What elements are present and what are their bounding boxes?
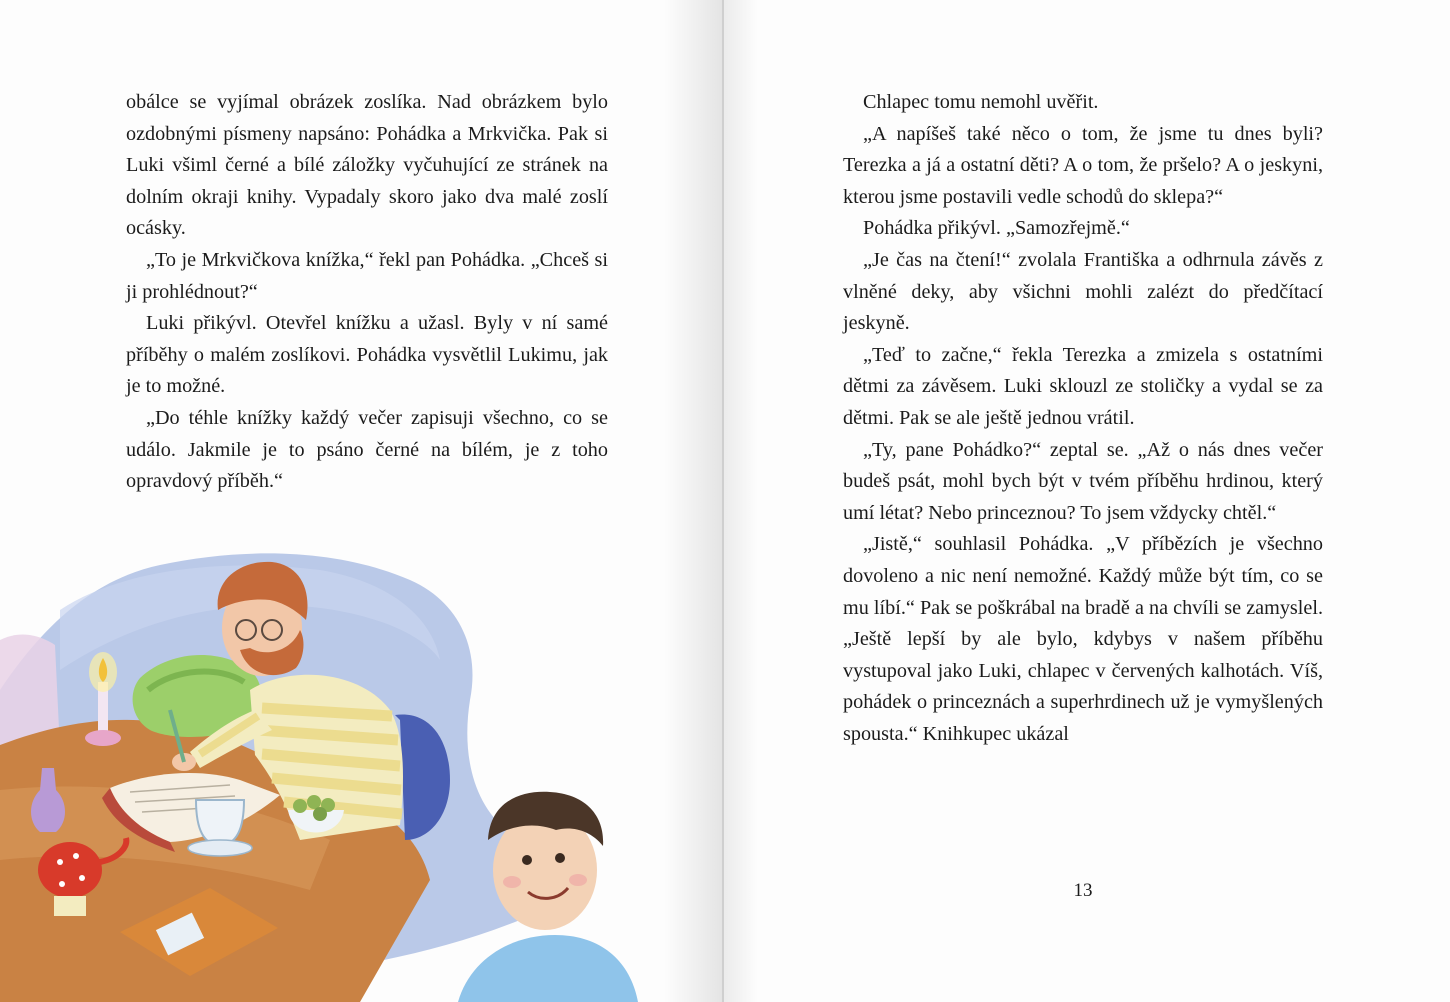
teapot [38,842,102,898]
paragraph: Luki přikývl. Otevřel knížku a užasl. Byly v ní samé příběhy o malém zoslíkovi. Pohádka vysvětlil Lukimu, jak je to možné. [126,312,608,398]
paragraph: „Teď to začne,“ řekla Terezka a zmizela s ostatními dětmi za závěsem. Luki sklouzl ze stoličky a vydal se za dětmi. Pak se ale ještě jednou vrátil. [843,343,1323,429]
illustration [0,540,660,1002]
left-page-text [126,87,608,498]
boy-eye [522,855,532,865]
boy-shirt [458,935,638,1002]
paragraph: Chlapec tomu nemohl uvěřit. [863,91,1099,113]
paragraph: „To je Mrkvičkova knížka,“ řekl pan Pohádka. „Chceš si ji prohlédnout?“ [126,248,608,303]
paragraph: obálce se vyjímal obrázek zoslíka. Nad obrázkem bylo ozdobnými písmeny napsáno: Pohádka a Mrkvička. Pak si Luki všiml černé a bílé záložky vyčuhující ze stránek na dolním okraji knihy. Vypadaly skoro jako dva malé zoslí ocásky. [126,91,608,240]
right-page-text [843,87,1323,750]
paragraph: „Ty, pane Pohádko?“ zeptal se. „Až o nás dnes večer budeš psát, mohl bych být v tvém příběhu hrdinou, který umí létat? Nebo princeznou? To jsem vždycky chtěl.“ [843,438,1323,524]
paragraph: „A napíšeš také něco o tom, že jsme tu dnes byli? Terezka a já a ostatní děti? A o tom, že pršelo? A o jeskyni, kterou jsme postavili vedle schodů do sklepa?“ [843,122,1323,208]
page-number: 13 [1073,880,1093,901]
left-gutter-shadow [664,0,724,1002]
right-gutter-shadow [724,0,758,1002]
paragraph: „Je čas na čtení!“ zvolala Františka a odhrnula závěs z vlněné deky, aby všichni mohli zalézt do předčítací jeskyně. [843,248,1323,335]
paragraph: Pohádka přikývl. „Samozřejmě.“ [863,217,1130,240]
paragraph: „Do téhle knížky každý večer zapisuji všechno, co se událo. Jakmile je to psáno černé na bílém, je z toho opravdový příběh.“ [126,406,608,493]
paragraph: „Jistě,“ souhlasil Pohádka. „V příbězích je všechno dovoleno a nic není nemožné. Každý může být tím, co se mu líbí.“ Pak se poškrábal na bradě a na chvíli se zamyslel. „Ještě lepší by ale bylo, kdybys v našem příběhu vystupoval jako Luki, chlapec v červených kalhotách. Víš, pohádek o princeznách a superhrdinech už je vymyšlených spousta.“ Knihkupec ukázal [843,533,1323,745]
left-page [0,0,724,1002]
